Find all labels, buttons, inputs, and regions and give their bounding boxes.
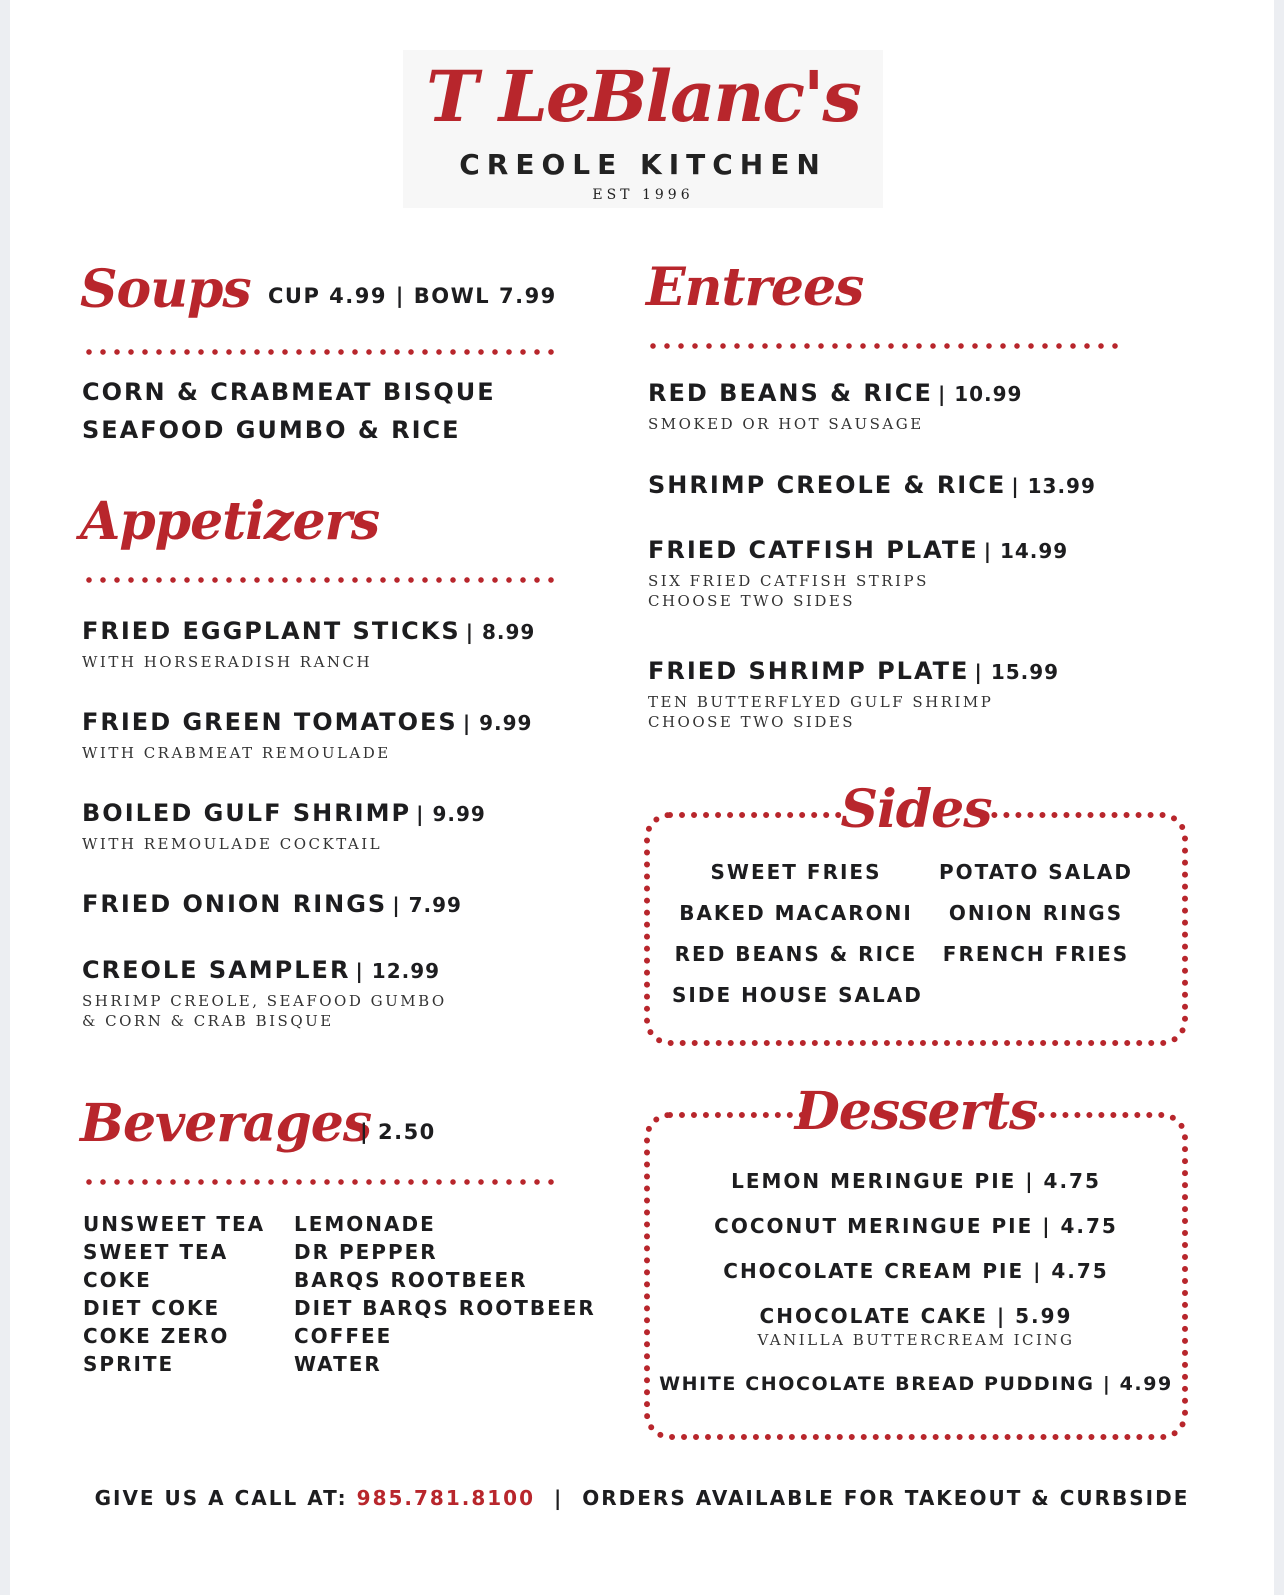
menu-page (10, 0, 1274, 1595)
side-item: SIDE HOUSE SALAD (672, 983, 923, 1007)
appetizer-price: | 8.99 (465, 620, 536, 644)
beverage-item: BARQS ROOTBEER (294, 1268, 528, 1292)
soup-item: CORN & CRABMEAT BISQUE (82, 378, 496, 406)
dessert-note: VANILLA BUTTERCREAM ICING (757, 1331, 1075, 1349)
beverages-col-1 (83, 1210, 265, 1378)
appetizer-name: FRIED ONION RINGS (82, 890, 388, 918)
beverage-item: COFFEE (294, 1324, 393, 1348)
beverages-col-2 (294, 1210, 596, 1378)
beverage-item: COKE ZERO (83, 1324, 230, 1348)
entree-price: | 10.99 (937, 382, 1023, 406)
appetizer-price: | 12.99 (355, 959, 441, 983)
entree-desc-2: CHOOSE TWO SIDES (648, 592, 856, 610)
entree-item (648, 378, 1022, 434)
side-item: RED BEANS & RICE (674, 942, 918, 966)
entree-name: FRIED CATFISH PLATE (648, 536, 979, 564)
beverage-item: WATER (294, 1352, 382, 1376)
beverage-item: DIET BARQS ROOTBEER (294, 1296, 596, 1320)
soups-price-line: CUP 4.99 | BOWL 7.99 (268, 284, 557, 308)
side-item: POTATO SALAD (939, 860, 1133, 884)
appetizer-item (82, 955, 447, 1031)
appetizer-item (82, 707, 532, 763)
footer-phone[interactable]: 985.781.8100 (356, 1486, 536, 1510)
appetizer-name: BOILED GULF SHRIMP (82, 799, 412, 827)
entree-desc: SIX FRIED CATFISH STRIPS (648, 572, 929, 590)
footer-separator: | (553, 1486, 564, 1510)
entree-item (648, 535, 1068, 611)
entrees-heading: Entrees (646, 257, 864, 318)
logo-name: T LeBlanc's (426, 55, 860, 138)
beverage-item: LEMONADE (294, 1212, 436, 1236)
beverages-price: | 2.50 (360, 1120, 436, 1144)
dessert-item: WHITE CHOCOLATE BREAD PUDDING | 4.99 (659, 1373, 1173, 1395)
beverages-heading: Beverages (80, 1093, 372, 1154)
beverage-item: UNSWEET TEA (83, 1212, 266, 1236)
appetizer-desc: WITH CRABMEAT REMOULADE (82, 744, 391, 762)
entree-item (648, 470, 1096, 501)
entree-desc-2: CHOOSE TWO SIDES (648, 713, 856, 731)
appetizer-item (82, 889, 462, 920)
appetizer-desc: WITH REMOULADE COCKTAIL (82, 835, 383, 853)
side-item: SWEET FRIES (710, 860, 882, 884)
beverage-item: SPRITE (83, 1352, 175, 1376)
appetizer-name: CREOLE SAMPLER (82, 956, 351, 984)
entree-desc: SMOKED OR HOT SAUSAGE (648, 415, 924, 433)
appetizer-desc-2: & CORN & CRAB BISQUE (82, 1012, 334, 1030)
soup-item: SEAFOOD GUMBO & RICE (82, 416, 461, 444)
appetizers-divider (82, 576, 562, 584)
logo-subtitle: CREOLE KITCHEN (459, 148, 827, 181)
beverage-item: DIET COKE (83, 1296, 221, 1320)
side-item: ONION RINGS (948, 901, 1124, 925)
appetizer-item (82, 798, 486, 854)
appetizer-item (82, 616, 535, 672)
appetizer-price: | 7.99 (392, 893, 462, 917)
beverage-item: COKE (83, 1268, 152, 1292)
beverage-item: DR PEPPER (294, 1240, 438, 1264)
beverages-divider (82, 1178, 562, 1186)
logo (403, 50, 883, 208)
sides-col-1 (672, 852, 923, 1016)
dessert-item: CHOCOLATE CREAM PIE | 4.75 (723, 1259, 1109, 1283)
soups-heading: Soups (80, 259, 251, 320)
entree-price: | 14.99 (983, 539, 1069, 563)
entree-price: | 13.99 (1011, 474, 1096, 498)
dessert-item: COCONUT MERINGUE PIE | 4.75 (714, 1214, 1118, 1238)
appetizers-heading: Appetizers (80, 491, 380, 552)
footer (10, 1486, 1274, 1510)
footer-orders: ORDERS AVAILABLE FOR TAKEOUT & CURBSIDE (582, 1486, 1190, 1510)
appetizer-desc: WITH HORSERADISH RANCH (82, 653, 373, 671)
beverage-item: SWEET TEA (83, 1240, 229, 1264)
logo-established: EST 1996 (592, 187, 694, 203)
desserts-heading: Desserts (794, 1081, 1038, 1142)
entree-name: RED BEANS & RICE (648, 379, 933, 407)
appetizer-price: | 9.99 (416, 802, 486, 826)
appetizer-name: FRIED EGGPLANT STICKS (82, 617, 461, 645)
entree-name: SHRIMP CREOLE & RICE (648, 471, 1007, 499)
entree-name: FRIED SHRIMP PLATE (648, 657, 970, 685)
footer-call-label: GIVE US A CALL AT: (94, 1486, 348, 1510)
entree-item (648, 656, 1059, 732)
soups-divider (82, 348, 562, 356)
sides-col-2 (922, 852, 1150, 975)
entrees-divider (646, 342, 1126, 350)
appetizer-desc: SHRIMP CREOLE, SEAFOOD GUMBO (82, 992, 447, 1010)
side-item: BAKED MACARONI (679, 901, 913, 925)
appetizer-price: | 9.99 (462, 711, 533, 735)
side-item: FRENCH FRIES (942, 942, 1130, 966)
entree-desc: TEN BUTTERFLYED GULF SHRIMP (648, 693, 994, 711)
appetizer-name: FRIED GREEN TOMATOES (82, 708, 458, 736)
sides-heading: Sides (840, 779, 992, 840)
dessert-item: CHOCOLATE CAKE | 5.99 (759, 1304, 1073, 1328)
entree-price: | 15.99 (974, 660, 1060, 684)
dessert-item: LEMON MERINGUE PIE | 4.75 (731, 1169, 1101, 1193)
